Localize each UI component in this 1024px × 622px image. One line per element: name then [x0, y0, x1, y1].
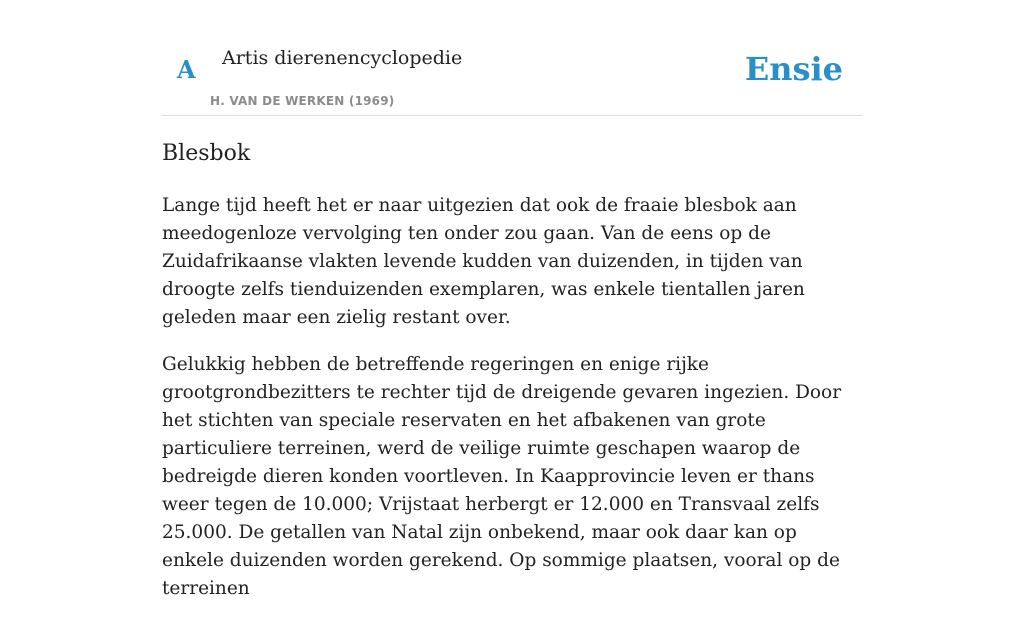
entry-body: [162, 192, 862, 622]
book-author: H. VAN DE WERKEN (1969): [210, 94, 395, 108]
page: [162, 0, 862, 599]
page-header: [162, 0, 862, 116]
index-letter-link[interactable]: A: [177, 55, 196, 84]
entry-paragraph: Lange tijd heeft het er naar uitgezien dat ook de fraaie blesbok aan meedogenloze vervolging ten onder zou gaan. Van de eens op de Zuidafrikaanse vlakten levende kudden van duizenden, in tijden van droogte zelfs tienduizenden exemplaren, was enkele tientallen jaren geleden maar een zielig restant over.: [162, 195, 805, 328]
book-title-link[interactable]: Artis dierenencyclopedie: [222, 47, 463, 69]
entry-paragraph: Gelukkig hebben de betreffende regeringen en enige rijke grootgrondbezitters te rechter tijd de dreigende gevaren ingezien. Door het stichten van speciale reservaten en het afbakenen van grote particuliere terreinen, werd de veilige ruimte geschapen waarop de bedreigde dieren konden voortleven. In Kaapprovincie leven er thans weer tegen de 10.000; Vrijstaat herbergt er 12.000 en Transvaal zelfs 25.000. De getallen van Natal zijn onbekend, maar ook daar kan op enkele duizenden worden gerekend. Op sommige plaatsen, vooral op de terreinen: [162, 354, 842, 599]
entry-title: Blesbok: [162, 141, 251, 166]
ensie-logo-link[interactable]: Ensie: [744, 50, 843, 88]
